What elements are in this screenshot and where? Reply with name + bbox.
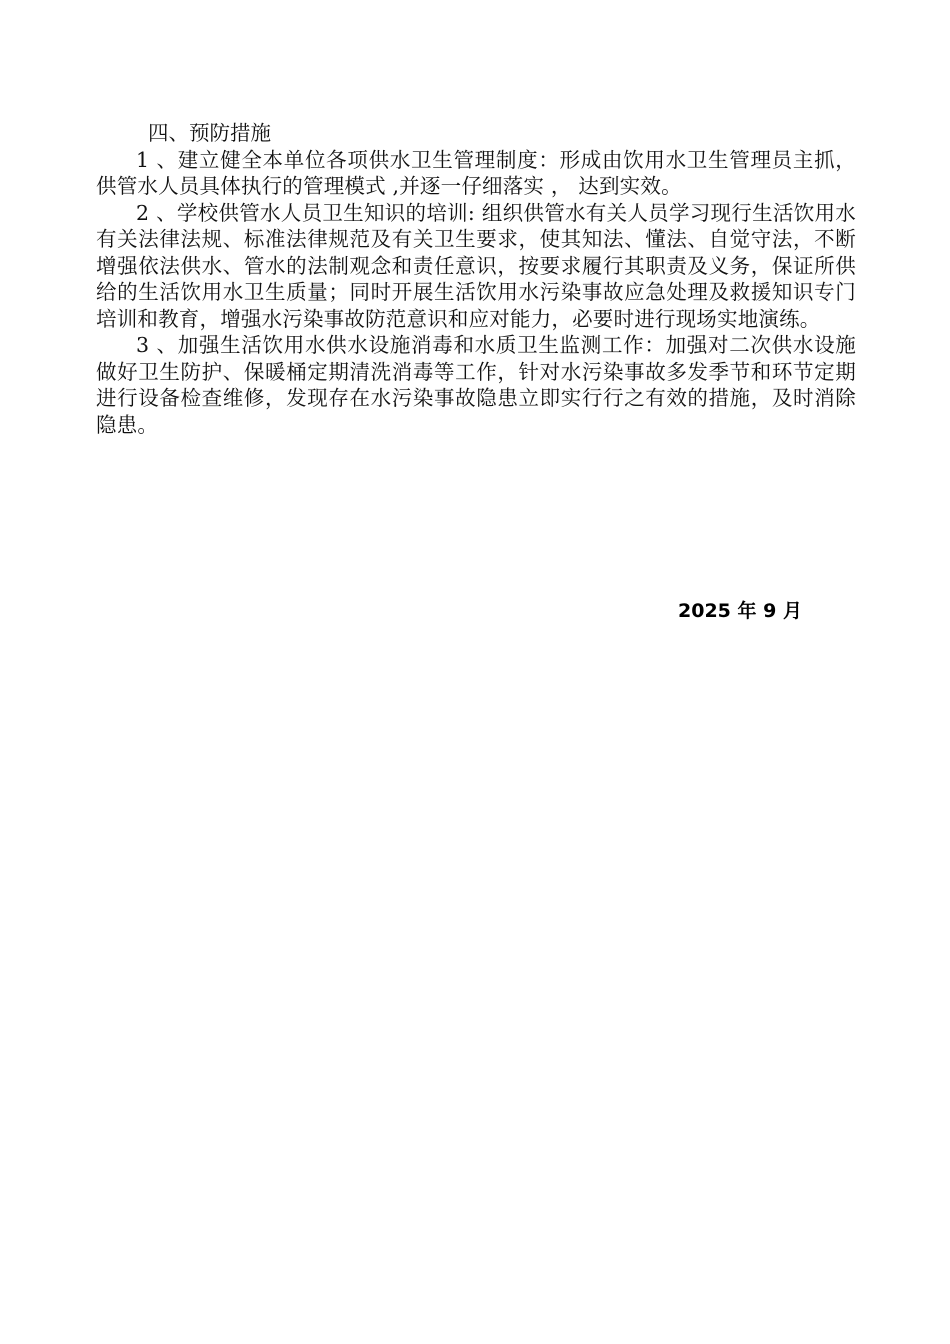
paragraph-3 (96, 332, 856, 438)
paragraph-1 (96, 147, 856, 200)
paragraph-number: 2 (136, 200, 150, 225)
document-date: 2025 年 9 月 (678, 600, 802, 622)
paragraph-number: 1 (136, 147, 150, 172)
paragraph-number: 3 (136, 333, 150, 357)
paragraph-text: 、加强生活饮用水供水设施消毒和水质卫生监测工作：加强对二次供水设施做好卫生防护、保暖桶定期清洗消毒等工作，针对水污染事故多发季节和环节定期进行设备检查维修，发现存在水污染事故隐患立即实行行之有效的措施，及时消除隐患。 (96, 333, 856, 437)
document-body (96, 120, 856, 438)
paragraph-text: 、学校供管水人员卫生知识的培训: 组织供管水有关人员学习现行生活饮用水有关法律法规、标准法律规范及有关卫生要求，使其知法、懂法、自觉守法，不断增强依法供水、管水的法制观念和责任意识，按要求履行其职责及义务，保证所供给的生活饮用水卫生质量；同时开展生活饮用水污染事故应急处理及救援知识专门培训和教育，增强水污染事故防范意识和应对能力，必要时进行现场实地演练。 (96, 200, 857, 331)
paragraph-2 (96, 200, 856, 333)
section-heading: 四、预防措施 (148, 121, 271, 145)
paragraph-text: 、建立健全本单位各项供水卫生管理制度：形成由饮用水卫生管理员主抓，供管水人员具体执行的管理模式 ,并逐一仔细落实 ， 达到实效。 (96, 147, 856, 198)
